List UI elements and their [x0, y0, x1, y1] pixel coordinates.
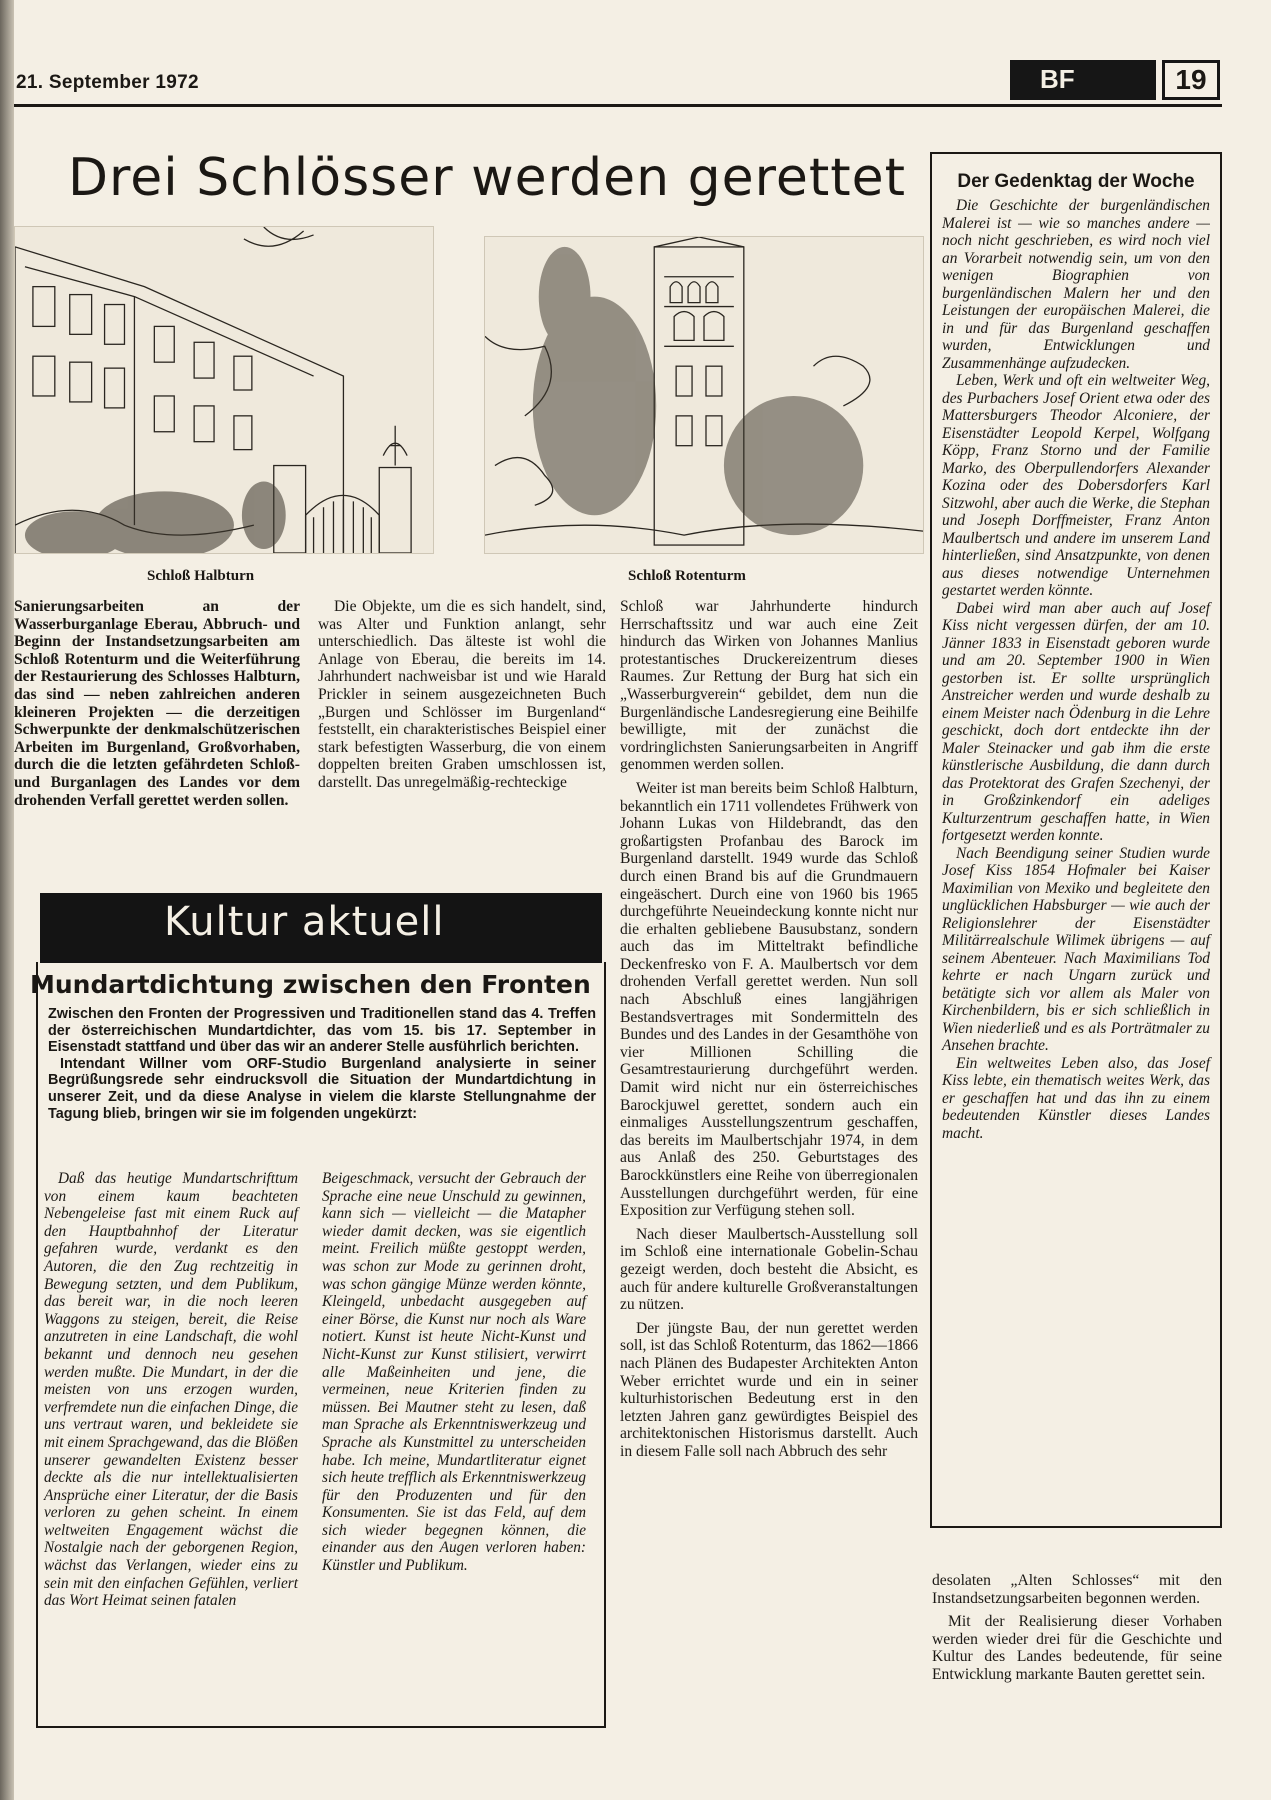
article-column-2 — [318, 598, 606, 792]
article-paragraph: Weiter ist man bereits beim Schloß Halbturn, bekanntlich ein 1711 vollendetes Frühwerk von Johann Lukas von Hildebrandt, das den großartigsten Profanbau des Barock im Burgenland darstellt. 1949 wurde das Schloß durch einen Brand bis auf die Grundmauern eingeäschert. Durch eine von 1960 bis 1965 durchgeführte Neueindeckung konnte nicht nur die erhalten gebliebene Bausubstanz, sondern auch das im Mitteltrakt befindliche Deckenfresko von F. A. Maulbertsch vor dem drohenden Verfall gerettet werden. Nun soll nach Abschluß eines langjährigen Bestandsvertrages mit Sondermitteln des Bundes und des Landes in der Gesamthöhe von vier Millionen Schilling die Gesamtrestaurierung durchgeführt werden. Damit wird nicht nur ein österreichisches Barockjuwel gerettet, sondern auch ein einmaliges Ausstellungszentrum geschaffen, das bereits im Maulbertschjahr 1974, in dem aus Anlaß des 250. Geburtstages des Barockkünstlers eine Reihe von überregionalen Ausstellungen durchgeführt werden, für eine Exposition zur Verfügung stehen soll. — [620, 779, 918, 1220]
sidebar-paragraph: Die Geschichte der burgenländischen Malerei ist — wie so manches andere — noch nicht geschrieben, es wird noch viel an Vorarbeit notwendig sein, um von den wenigen Biographien von burgenländischen Malern her und den Leistungen der europäischen Malerei, die in und für das Burgenland geschaffen wurden, Entwicklungen und Zusammenhänge aufzudecken. — [942, 197, 1210, 372]
kultur-aktuell-banner: Kultur aktuell — [40, 893, 602, 963]
illustration-schloss-rotenturm — [484, 236, 924, 554]
kultur-column-1 — [44, 1170, 298, 1610]
kultur-lead-paragraph: Zwischen den Fronten der Progressiven und Traditionellen stand das 4. Treffen der österreichischen Mundartdichter, das vom 15. bis 17. September in Eisenstadt stattfand und über das wir an anderer Stelle ausführlich berichten. — [48, 1006, 596, 1056]
kultur-paragraph: Daß das heutige Mundartschrifttum von einem kaum beachteten Nebengeleise fast mit einem Ruck auf den Hauptbahnhof der Literatur gefahren wurde, verdankt es den Autoren, die den Zug rechtzeitig in Bewegung setzten, und dem Publikum, das bereit war, in die noch leeren Waggons zu steigen, bereit, die Reise anzutreten in eine Landschaft, die wohl bekannt und dennoch neu gesehen werden mußte. Die Mundart, in der die meisten von uns erzogen wurden, verfremdete nun die einfachen Dinge, die uns vertraut waren, und bekleidete sie mit einem Sprachgewand, das die Blößen unserer gewandelten Existenz besser deckte als die nur intellektualisierten Ansprüche einer Literatur, der die Basis verloren zu gehen scheint. In einem weltweiten Engagement wächst die Nostalgie nach der geborgenen Region, wächst das Verlangen, wieder eins zu sein mit den einfachen Gefühlen, verliert das Wort Heimat seinen fatalen — [44, 1170, 298, 1610]
sidebar-title: Der Gedenktag der Woche — [957, 171, 1195, 192]
article-paragraph: Mit der Realisierung dieser Vorhaben werden wieder drei für die Geschichte und Kultur des Landes bedeutende, für seine Entwicklung markante Bauten gerettet sein. — [932, 1613, 1222, 1683]
sidebar-paragraph: Leben, Werk und oft ein weltweiter Weg, des Purbachers Josef Orient etwa oder des Mattersburgers Theodor Alconiere, der Eisenstädter Leopold Kerpel, Wolfgang Köpp, Franz Storno und der Familie Marko, des Oberpullendorfers Alexander Kozina oder des Dobersdorfers Karl Sitzwohl, aber auch die Werke, die Stephan und Joseph Dorffmeister, Franz Anton Maulbertsch und andere im unserem Land hinterließen, sind Ansatzpunkte, von denen aus dieses notwendige Unternehmen gestartet werden könnte. — [942, 372, 1210, 599]
article-intro-text: Sanierungsarbeiten an der Wasserburganlage Eberau, Abbruch- und Beginn der Instandsetzungsarbeiten am Schloß Rotenturm und die Weiterführung der Restaurierung des Schlosses Halbturn, das sind — neben zahlreichen anderen kleineren Projekten — die derzeitigen Schwerpunkte der denkmalschützerischen Arbeiten im Burgenland, Großvorhaben, durch die die letzten gefährdeten Schloß- und Burganlagen des Landes vor dem drohenden Verfall gerettet werden sollen. — [14, 598, 300, 809]
issue-date: 21. September 1972 — [16, 72, 199, 93]
kultur-paragraph: Beigeschmack, versucht der Gebrauch der Sprache eine neue Unschuld zu gewinnen, kann sich — vielleicht — die Matapher wieder damit decken, was sie eigentlich meint. Freilich müßte gestoppt werden, was schon zur Mode zu gerinnen droht, was schon gängige Münze werden könnte, Kleingeld, unbedacht ausgegeben auf einer Börse, die Kunst nur noch als Ware notiert. Kunst ist heute Nicht-Kunst und Nicht-Kunst zur Kunst stilisiert, verwirrt alle Maßeinheiten und jene, die vermeinen, neue Kriterien finden zu müssen. Bei Mautner steht zu lesen, daß man Sprache als Erkenntniswerkzeug und Sprache als Kunstmittel zu unterscheiden habe. Ich meine, Mundartliteratur eignet sich heute trefflich als Erkenntniswerkzeug für den Produzenten und für den Konsumenten. Sie ist das Feld, auf dem sich wieder begegnen können, die einander aus den Augen verloren haben: Künstler und Publikum. — [322, 1170, 586, 1575]
publication-badge: BF — [1010, 60, 1156, 100]
article-paragraph: Der jüngste Bau, der nun gerettet werden soll, ist das Schloß Rotenturm, das 1862—1866 nach Plänen des Budapester Architekten Anton Weber errichtet wurde und ein in seiner kulturhistorischen Bedeutung erst in den letzten Jahren ganz gewürdigtes Beispiel des architektonischen Historismus darstellt. Auch in diesem Falle soll nach Abbruch des sehr — [620, 1319, 919, 1460]
kultur-lead-paragraph: Intendant Willner vom ORF-Studio Burgenland analysierte in seiner Begrüßungsrede sehr eindrucksvoll die Situation der Mundartdichtung in unserer Zeit, und da diese Analyse in vielem die klarste Stellungnahme der Tagung blieb, bringen wir sie im folgenden ungekürzt: — [48, 1055, 596, 1122]
page-number: 19 — [1162, 60, 1220, 100]
sidebar-text — [942, 197, 1210, 1142]
article-column-4 — [932, 1572, 1222, 1684]
headline: Drei Schlösser werden gerettet — [68, 148, 907, 208]
illustration-schloss-halbturn — [14, 226, 434, 554]
header-rule — [14, 104, 1222, 107]
article-paragraph: Die Objekte, um die es sich handelt, sind, was Alter und Funktion anlangt, sehr unterschiedlich. Das älteste ist wohl die Anlage von Eberau, die bereits im 14. Jahrhundert nachweisbar ist und wie Harald Prickler in seinem ausgezeichneten Buch „Burgen und Schlösser im Burgenland“ feststellt, ein charakteristisches Beispiel einer stark befestigten Wasserburg, die von einem doppelten breiten Graben umschlossen ist, darstellt. Das unregelmäßig-rechteckige — [318, 598, 606, 791]
article-column-3 — [620, 598, 918, 1461]
caption-schloss-rotenturm: Schloß Rotenturm — [628, 568, 746, 584]
page-spine-shadow — [0, 0, 14, 1800]
article-paragraph: desolaten „Alten Schlosses“ mit den Instandsetzungsarbeiten begonnen werden. — [932, 1572, 1222, 1607]
sidebar-paragraph: Ein weltweites Leben also, das Josef Kiss lebte, ein thematisch weites Werk, das er geschaffen hat und das ihn zu einem bedeutenden Künstler dieses Landes macht. — [942, 1054, 1210, 1142]
kultur-article-title: Mundartdichtung zwischen den Fronten — [30, 970, 591, 999]
sidebar-paragraph: Nach Beendigung seiner Studien wurde Josef Kiss 1854 Hofmaler bei Kaiser Maximilian von Mexiko und begleitete den unglücklichen Habsburger — wie auch der Religionslehrer der Eisenstädter Militärrealschule Wilimek übrigens — auf seinem Abenteuer. Nach Maximilians Tod kehrte er nach Ungarn zurück und betätigte sich vor allem als Maler von Kirchenbildern, bis er sich schließlich in Wien niederließ und es als Porträtmaler zu Ansehen brachte. — [942, 844, 1210, 1054]
article-paragraph: Schloß war Jahrhunderte hindurch Herrschaftssitz und war auch eine Zeit hindurch das Wirken von Johannes Manlius protestantisches Druckereizentrum dieses Raumes. Zur Rettung der Burg hat sich ein „Wasserburgverein“ gebildet, dem nun die Burgenländische Landesregierung eine Beihilfe bewilligte, mit der zunächst die vordringlichsten Sanierungsarbeiten in Angriff genommen werden sollen. — [620, 598, 918, 774]
caption-schloss-halbturn: Schloß Halbturn — [147, 568, 255, 584]
sidebar-paragraph: Dabei wird man aber auch auf Josef Kiss nicht vergessen dürfen, der am 10. Jänner 1833 in Eisenstadt geboren wurde und am 20. September 1900 in Wien gestorben ist. Er sollte ursprünglich Anstreicher werden und wurde deshalb zu einem Meister nach Ödenburg in die Lehre geschickt, doch dort entdeckte ihn der Maler Steinacker und gab ihm die erste künstlerische Ausbildung, die dann durch das Protektorat des Grafen Szechenyi, der in Großzinkendorf ein adeliges Kulturzentrum geschaffen hatte, in Wien fortgesetzt werden konnte. — [942, 599, 1210, 844]
kultur-lead — [48, 1006, 596, 1122]
article-paragraph: Nach dieser Maulbertsch-Ausstellung soll im Schloß eine internationale Gobelin-Schau gezeigt werden, doch besteht die Absicht, es auch für andere kulturelle Großveranstaltungen zu nützen. — [620, 1225, 918, 1314]
sidebar-gedenktag — [930, 152, 1222, 1528]
article-intro — [14, 598, 300, 809]
kultur-column-2 — [322, 1170, 586, 1575]
